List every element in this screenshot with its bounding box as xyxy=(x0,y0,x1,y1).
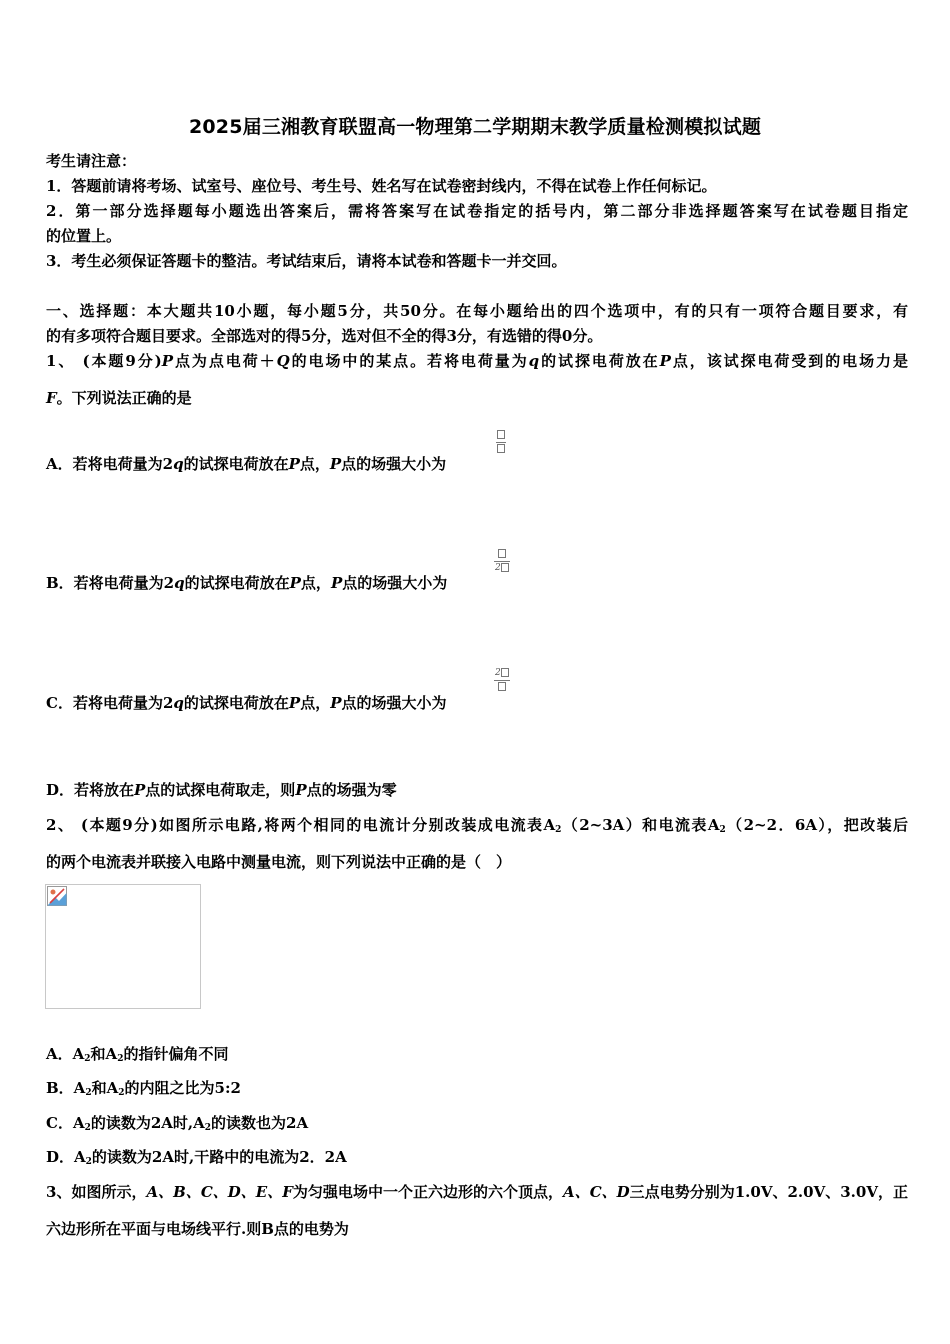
option-text: 的试探电荷放在 xyxy=(184,574,290,592)
var-p: P xyxy=(288,455,300,473)
q2-text: （2~2．6A），把改装后 xyxy=(725,816,908,834)
q1-stem-line2 xyxy=(46,387,908,409)
missing-glyph-icon xyxy=(498,682,506,691)
option-text: 点的场强大小为 xyxy=(341,455,447,473)
var-p: P xyxy=(289,574,301,592)
fraction-option-b xyxy=(494,549,510,574)
page-title: 2025届三湘教育联盟高一物理第二学期期末教学质量检测模拟试题 xyxy=(188,116,762,138)
subscript: 2 xyxy=(719,825,726,835)
q2-text: （2~3A）和电流表A xyxy=(561,816,720,834)
notice-item-3: 3．考生必须保证答题卡的整洁。考试结束后，请将本试卷和答题卡一并交回。 xyxy=(46,252,567,270)
q2-text: 2、 (本题9分)如图所示电路,将两个相同的电流计分别改装成电流表A xyxy=(46,816,556,834)
notice-item-1: 1．答题前请将考场、试室号、座位号、考生号、姓名写在试卷密封线内，不得在试卷上作任何标记。 xyxy=(46,177,717,195)
option-label: A．若将电荷量为2 xyxy=(46,455,174,473)
var-p: P xyxy=(330,574,343,592)
subscript: 2 xyxy=(85,1088,92,1098)
option-text: 点， xyxy=(299,455,330,473)
q1-number: 1、 xyxy=(46,352,76,370)
q1-text: 的电场中的某点。若将电荷量为 xyxy=(289,352,529,370)
var-q: q xyxy=(528,352,540,370)
option-text: 点的场强大小为 xyxy=(342,574,448,592)
var-p: P xyxy=(161,352,174,370)
var-p: P xyxy=(134,781,146,799)
missing-glyph-icon xyxy=(497,430,505,439)
q1-text: 点，该试探电荷受到的电场力是 xyxy=(670,352,908,370)
missing-glyph-icon xyxy=(501,563,509,572)
q2-option-d[interactable] xyxy=(46,1146,908,1168)
broken-image-icon xyxy=(47,886,67,906)
option-text: D．A xyxy=(46,1148,86,1166)
option-label: D．若将放在 xyxy=(46,781,135,799)
missing-glyph-icon xyxy=(498,549,506,558)
q2-stem-line1 xyxy=(46,814,908,836)
option-text: 点的场强为零 xyxy=(306,781,397,799)
vertex-labels: A、C、D xyxy=(563,1183,630,1201)
q1-text: 。下列说法正确的是 xyxy=(56,389,192,407)
subscript: 2 xyxy=(118,1088,125,1098)
option-text: 和A xyxy=(90,1045,118,1063)
fraction-option-a xyxy=(496,430,506,455)
fraction-numerator: 2 xyxy=(495,668,501,678)
var-q: q xyxy=(174,574,185,592)
vertex-labels: A、B、C、D、E、F xyxy=(146,1183,293,1201)
fraction-option-c xyxy=(494,668,510,693)
q1-option-b[interactable] xyxy=(46,572,908,594)
subscript: 2 xyxy=(85,1157,92,1167)
missing-glyph-icon xyxy=(497,444,505,453)
option-text: 的指针偏角不同 xyxy=(123,1045,229,1063)
q2-stem-line2: 的两个电流表并联接入电路中测量电流，则下列说法中正确的是（ ） xyxy=(46,853,512,871)
option-text: 的读数也为2A xyxy=(211,1114,309,1132)
q1-option-a[interactable] xyxy=(46,453,908,475)
var-q: q xyxy=(173,694,184,712)
option-text: 点， xyxy=(300,574,331,592)
var-p: P xyxy=(329,455,342,473)
q3-text: 三点电势分别为1.0V、2.0V、3.0V，正 xyxy=(629,1183,908,1201)
q2-option-b[interactable] xyxy=(46,1077,908,1099)
q3-text: 3、如图所示， xyxy=(46,1183,147,1201)
q2-option-c[interactable] xyxy=(46,1112,908,1134)
subscript: 2 xyxy=(555,825,562,835)
option-text: 的读数为2A时,A xyxy=(90,1114,205,1132)
q3-stem-line1 xyxy=(46,1181,908,1203)
q3-text: 为匀强电场中一个正六边形的六个顶点， xyxy=(292,1183,564,1201)
q1-text: 点为点电荷＋ xyxy=(173,352,277,370)
option-label: C．若将电荷量为2 xyxy=(46,694,174,712)
notice-heading: 考生请注意： xyxy=(46,152,137,170)
notice-item-2: 2．第一部分选择题每小题选出答案后，需将答案写在试卷指定的括号内，第二部分非选择题答案写在试卷题目指定 xyxy=(46,202,908,220)
subscript: 2 xyxy=(84,1054,91,1064)
q1-stem-line1 xyxy=(46,350,908,372)
circuit-figure-placeholder xyxy=(45,884,201,1009)
option-text: 的内阻之比为5:2 xyxy=(124,1079,241,1097)
option-text: 点的场强大小为 xyxy=(341,694,447,712)
var-p: P xyxy=(330,694,342,712)
option-text: 点， xyxy=(300,694,331,712)
var-p: P xyxy=(659,352,671,370)
var-q: q xyxy=(173,455,184,473)
var-p: P xyxy=(295,781,307,799)
subscript: 2 xyxy=(204,1123,212,1133)
fraction-denominator: 2 xyxy=(495,563,501,573)
subscript: 2 xyxy=(117,1054,124,1064)
section-instructions-2: 的有多项符合题目要求。全部选对的得5分，选对但不全的得3分，有选错的得0分。 xyxy=(46,327,603,345)
option-text: 的试探电荷放在 xyxy=(183,694,289,712)
subscript: 2 xyxy=(84,1123,91,1133)
var-q-upper: Q xyxy=(276,352,290,370)
q1-option-c[interactable] xyxy=(46,692,908,714)
option-text: 的试探电荷放在 xyxy=(183,455,289,473)
option-text: 点的试探电荷取走，则 xyxy=(145,781,296,799)
q1-option-d[interactable] xyxy=(46,779,908,801)
q3-stem-line2: 六边形所在平面与电场线平行.则B点的电势为 xyxy=(46,1220,349,1238)
missing-glyph-icon xyxy=(501,668,509,677)
section-instructions-1: 一、选择题：本大题共10小题，每小题5分，共50分。在每小题给出的四个选项中，有的只有一项符合题目要求，有 xyxy=(46,302,908,320)
option-text: A．A xyxy=(46,1045,85,1063)
q1-text: 的试探电荷放在 xyxy=(539,352,660,370)
option-text: B．A xyxy=(46,1079,86,1097)
option-text: C．A xyxy=(46,1114,85,1132)
q2-option-a[interactable] xyxy=(46,1043,908,1065)
var-p: P xyxy=(288,694,301,712)
option-text: 的读数为2A时,干路中的电流为2．2A xyxy=(91,1148,347,1166)
q1-score: (本题9分) xyxy=(82,352,162,370)
var-f: F xyxy=(46,389,57,407)
option-label: B．若将电荷量为2 xyxy=(46,574,175,592)
option-text: 和A xyxy=(91,1079,119,1097)
notice-item-2-cont: 的位置上。 xyxy=(46,227,122,245)
